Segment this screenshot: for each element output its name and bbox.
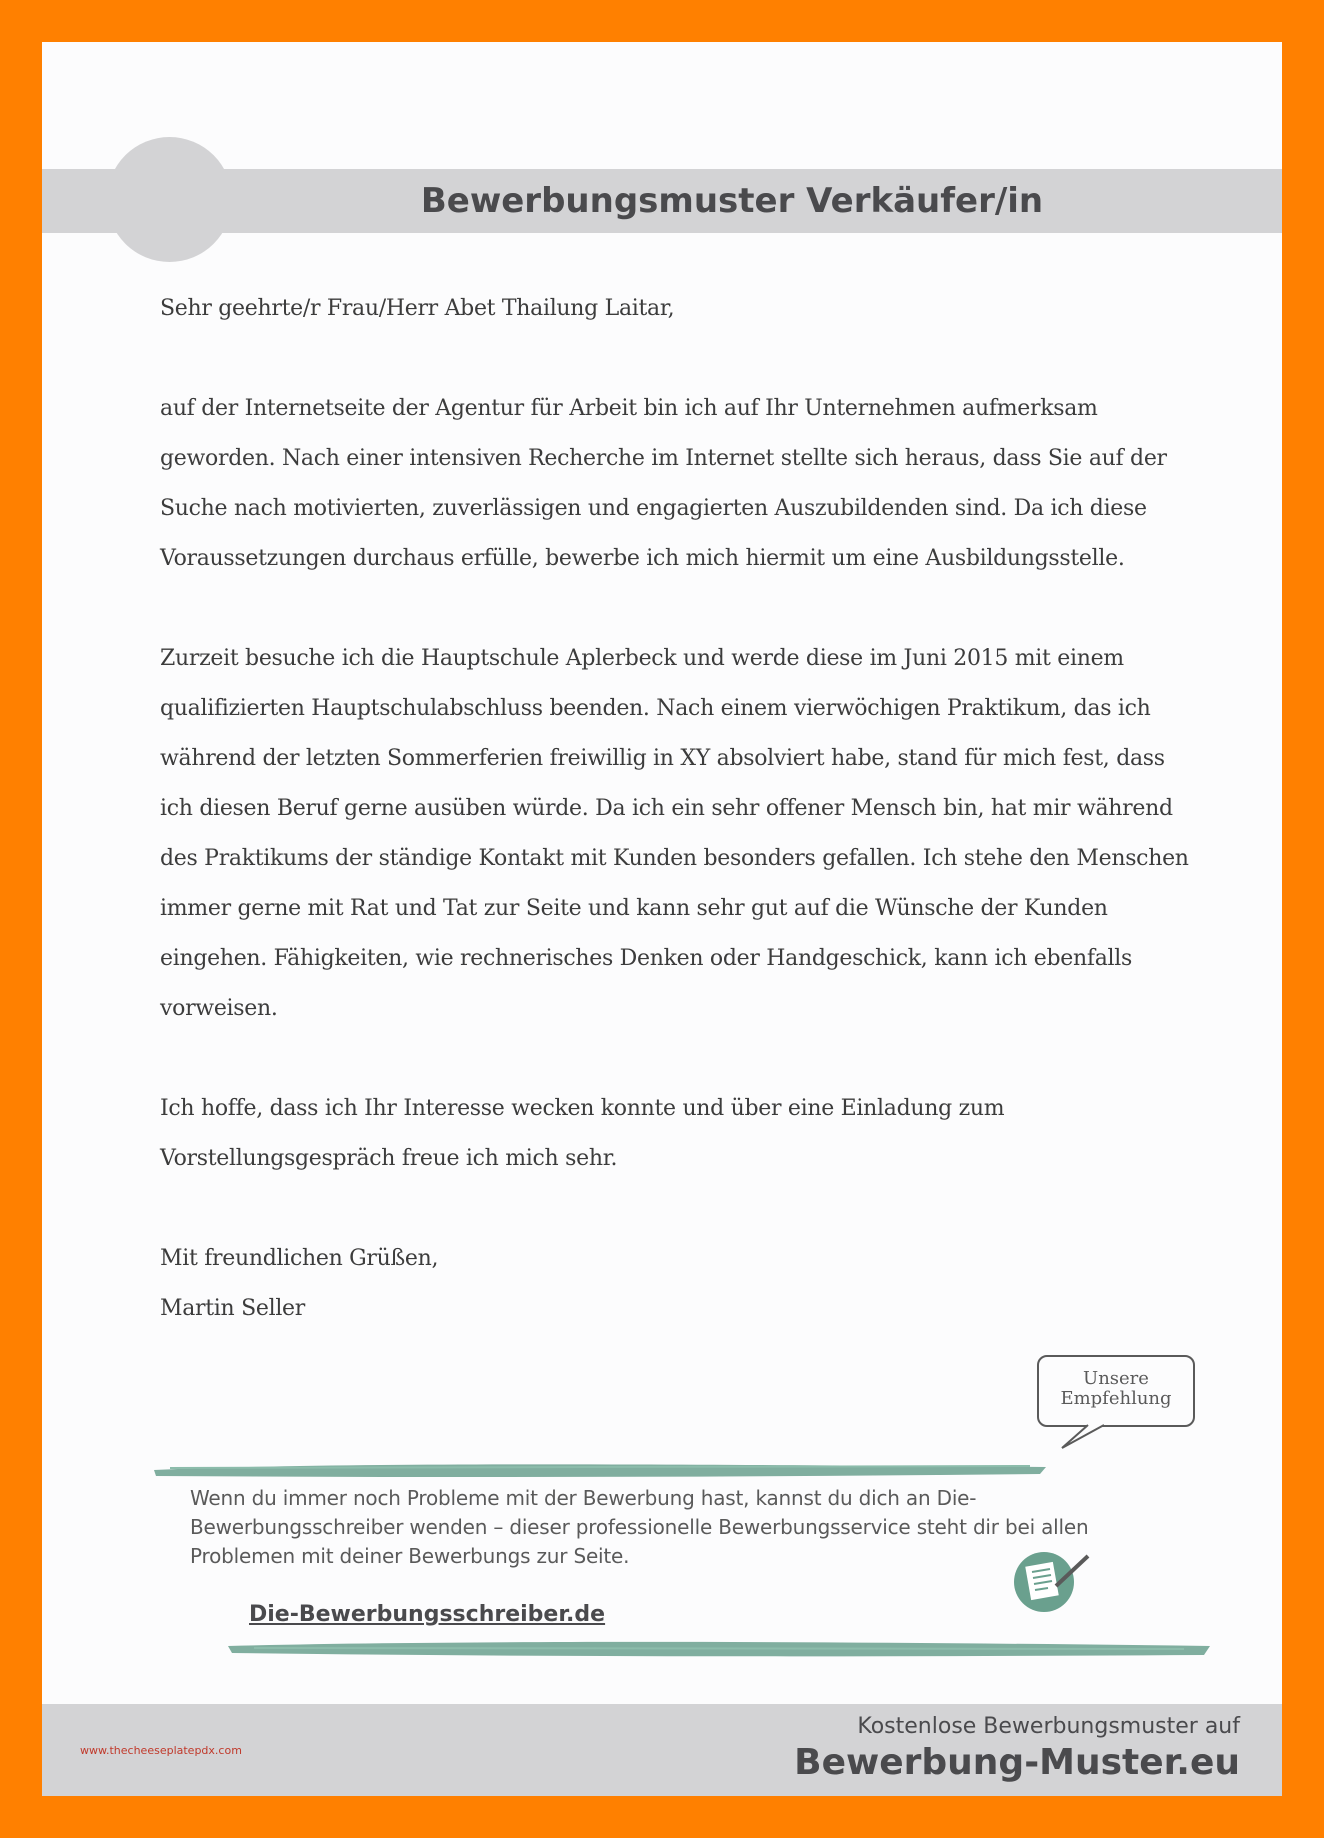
bewerbungsschreiber-link[interactable]: Die-Bewerbungsschreiber.de: [249, 1602, 606, 1627]
paragraph: Ich hoffe, dass ich Ihr Interesse wecken konnte und über eine Einladung zum Vorstellungsgespräch freue ich mich sehr.: [160, 1096, 1005, 1171]
closing: Mit freundlichen Grüßen,: [160, 1246, 439, 1271]
footer-brand[interactable]: Bewerbung-Muster.eu: [794, 1742, 1240, 1783]
brush-stroke-top: [150, 1458, 1050, 1480]
writing-notepad-icon: [1012, 1550, 1094, 1614]
paragraph: auf der Internetseite der Agentur für Arbeit bin ich auf Ihr Unternehmen aufmerksam geworden. Nach einer intensiven Recherche im Internet stellte sich heraus, dass Sie auf der Suche nach motivierten, zuverlässigen und engagierten Auszubildenden sind. Da ich diese Voraussetzungen durchaus erfülle, bewerbe ich mich hiermit um eine Ausbildungsstelle.: [160, 396, 1167, 571]
bubble-line: Empfehlung: [1060, 1388, 1172, 1409]
letter-page: [42, 42, 1282, 1796]
page-footer: [42, 1704, 1282, 1796]
recommendation-text: Wenn du immer noch Probleme mit der Bewerbung hast, kannst du dich an Die-Bewerbungsschreiber wenden – dieser professionelle Bewerbungsservice steht dir bei allen Problemen mit deiner Bewerbungs zur Seite.: [190, 1486, 1089, 1568]
watermark[interactable]: www.thecheeseplatepdx.com: [80, 1744, 242, 1757]
footer-tagline: Kostenlose Bewerbungsmuster auf: [857, 1714, 1240, 1739]
salutation: Sehr geehrte/r Frau/Herr Abet Thailung Laitar,: [160, 296, 675, 321]
speech-bubble-tail-icon: [1058, 1424, 1118, 1452]
signature: Martin Seller: [160, 1296, 305, 1321]
recommendation-bubble: [1037, 1355, 1195, 1427]
brush-stroke-bottom: [224, 1636, 1214, 1660]
letter-body: [160, 284, 1190, 1334]
bubble-line: Unsere: [1083, 1368, 1149, 1389]
paragraph: Zurzeit besuche ich die Hauptschule Aplerbeck und werde diese im Juni 2015 mit einem qualifizierten Hauptschulabschluss beenden. Nach einem vierwöchigen Praktikum, das ich während der letzten Sommerferien freiwillig in XY absolviert habe, stand für mich fest, dass ich diesen Beruf gerne ausüben würde. Da ich ein sehr offener Mensch bin, hat mir während des Praktikums der ständige Kontakt mit Kunden besonders gefallen. Ich stehe den Menschen immer gerne mit Rat und Tat zur Seite und kann sehr gut auf die Wünsche der Kunden eingehen. Fähigkeiten, wie rechnerisches Denken oder Handgeschick, kann ich ebenfalls vorweisen.: [160, 646, 1189, 1021]
page-title: Bewerbungsmuster Verkäufer/in: [420, 181, 1044, 221]
